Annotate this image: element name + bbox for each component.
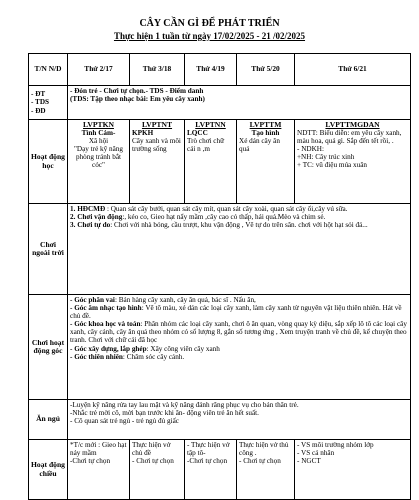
header-row: [29, 54, 411, 86]
day-header-mon: Thứ 2/17: [68, 54, 130, 86]
row-corners: [29, 295, 411, 400]
learning-thu: LVPTTM Tạo hình Xé dán cây ăn quả: [237, 120, 295, 204]
corner-cell: T/N N/D: [29, 54, 68, 86]
row-learning-label: Hoạt động học: [29, 120, 68, 204]
learning-fri: LVPTTMGDAN NDTT: Biểu diễn: em yêu cây xanh, màu hoa, quả gì. Sắp đến tết rồi, . - NDKH: +NH: Cây trúc xinh + TC: vũ điệu múa xuân: [295, 120, 411, 204]
day-header-tue: Thứ 3/18: [130, 54, 185, 86]
day-header-fri: Thứ 6/21: [295, 54, 411, 86]
row-outdoor-label: Chơi ngoài trời: [29, 204, 68, 295]
row-welcome-label: - ĐT - TDS - ĐD: [29, 86, 68, 120]
row-meal-sleep: [29, 400, 411, 440]
row-meal-sleep-label: Ăn ngủ: [29, 400, 68, 440]
afternoon-fri: - VS môi trường nhóm lớp - VS cá nhân - NGCT: [295, 440, 411, 500]
schedule-table: [28, 53, 411, 500]
row-outdoor: [29, 204, 411, 295]
row-afternoon: [29, 440, 411, 500]
row-meal-sleep-content: -Luyện kỹ năng rửa tay lau mặt và kỹ năng đánh răng phục vụ cho bản thân trẻ. -Nhắc trẻ mời cô, mời bạn trước khi ăn- động viên trẻ ăn hết suất. - Cô quan sát trẻ ngủ - trẻ ngủ đủ giấc: [68, 400, 411, 440]
row-welcome: [29, 86, 411, 120]
page-subtitle: Thực hiện 1 tuần từ ngày 17/02/2025 - 21 /02/2025: [113, 31, 306, 41]
afternoon-thu: Thực hiện vở thủ công . - Chơi tự chọn: [237, 440, 295, 500]
row-corners-label: Chơi hoạt động góc: [29, 295, 68, 400]
row-welcome-content: - Đón trẻ - Chơi tự chọn.- TDS - Điểm danh (TDS: Tập theo nhạc bài: Em yêu cây xanh): [68, 86, 411, 120]
learning-tue: LVPTNT KPKH Cây xanh và môi trường sống: [130, 120, 185, 204]
afternoon-tue: Thực hiện vở chủ đề - Chơi tự chọn: [130, 440, 185, 500]
learning-mon: LVPTKN Tình Cảm- Xã hội "Dạy trẻ kỹ năng phòng tránh bắt cóc": [68, 120, 130, 204]
row-outdoor-content: 1. HĐCMĐ : Quan sát cây bưởi, quan sát cây mít, quan sát cây xoài, quan sát cây ổi,cây vú sữa. 2. Chơi vận động:, kéo co, Gieo hạt nẩy mầm ,cây cao cỏ thấp, hái quả.Mèo và chim sẻ. 3. Chơi tự do: Chơi với nhà bóng, cầu trượt, khu vận động , Vẽ tự do trên sân. chơi với hột hạt sỏi đá...: [68, 204, 411, 295]
afternoon-mon: *T/c mới : Gieo hạt nảy mầm -Chơi tự chọn: [68, 440, 130, 500]
learning-wed: LVPTNN LQCC Trò chơi chữ cái n ,m: [185, 120, 237, 204]
row-learning: [29, 120, 411, 204]
page-title: CÂY CẦN GÌ ĐỂ PHÁT TRIỂN: [139, 18, 280, 29]
day-header-wed: Thứ 4/19: [185, 54, 237, 86]
row-afternoon-label: Hoạt động chiều: [29, 440, 68, 500]
afternoon-wed: - Thực hiện vở tập tô- -Chơi tự chọn: [185, 440, 237, 500]
day-header-thu: Thứ 5/20: [237, 54, 295, 86]
row-corners-content: - Góc phân vai: Bán hàng cây xanh, cây ăn quả, bác sĩ . Nấu ăn, - Góc âm nhạc tạo hình: Vẽ tô màu, xé dán các loại cây xanh, làm cây xanh từ nguyên vật liệu thiên nhiên. Hát về chủ đề. - Góc khoa học và toán: Phân nhóm các loại cây xanh, chơi ô ăn quan, vòng quay kỳ diệu, sắp xếp lô tô các loại cây xanh, cây cảnh, cây ăn quả theo nhóm có số lượng 8, gắn số tương ứng , Xem truyện tranh về chủ đề, kể chuyện theo tranh. Chơi với chữ cái đã học - Góc xây dựng, lắp ghép: Xây công viên cây xanh - Góc thiên nhiên: Chăm sóc cây cảnh.: [68, 295, 411, 400]
